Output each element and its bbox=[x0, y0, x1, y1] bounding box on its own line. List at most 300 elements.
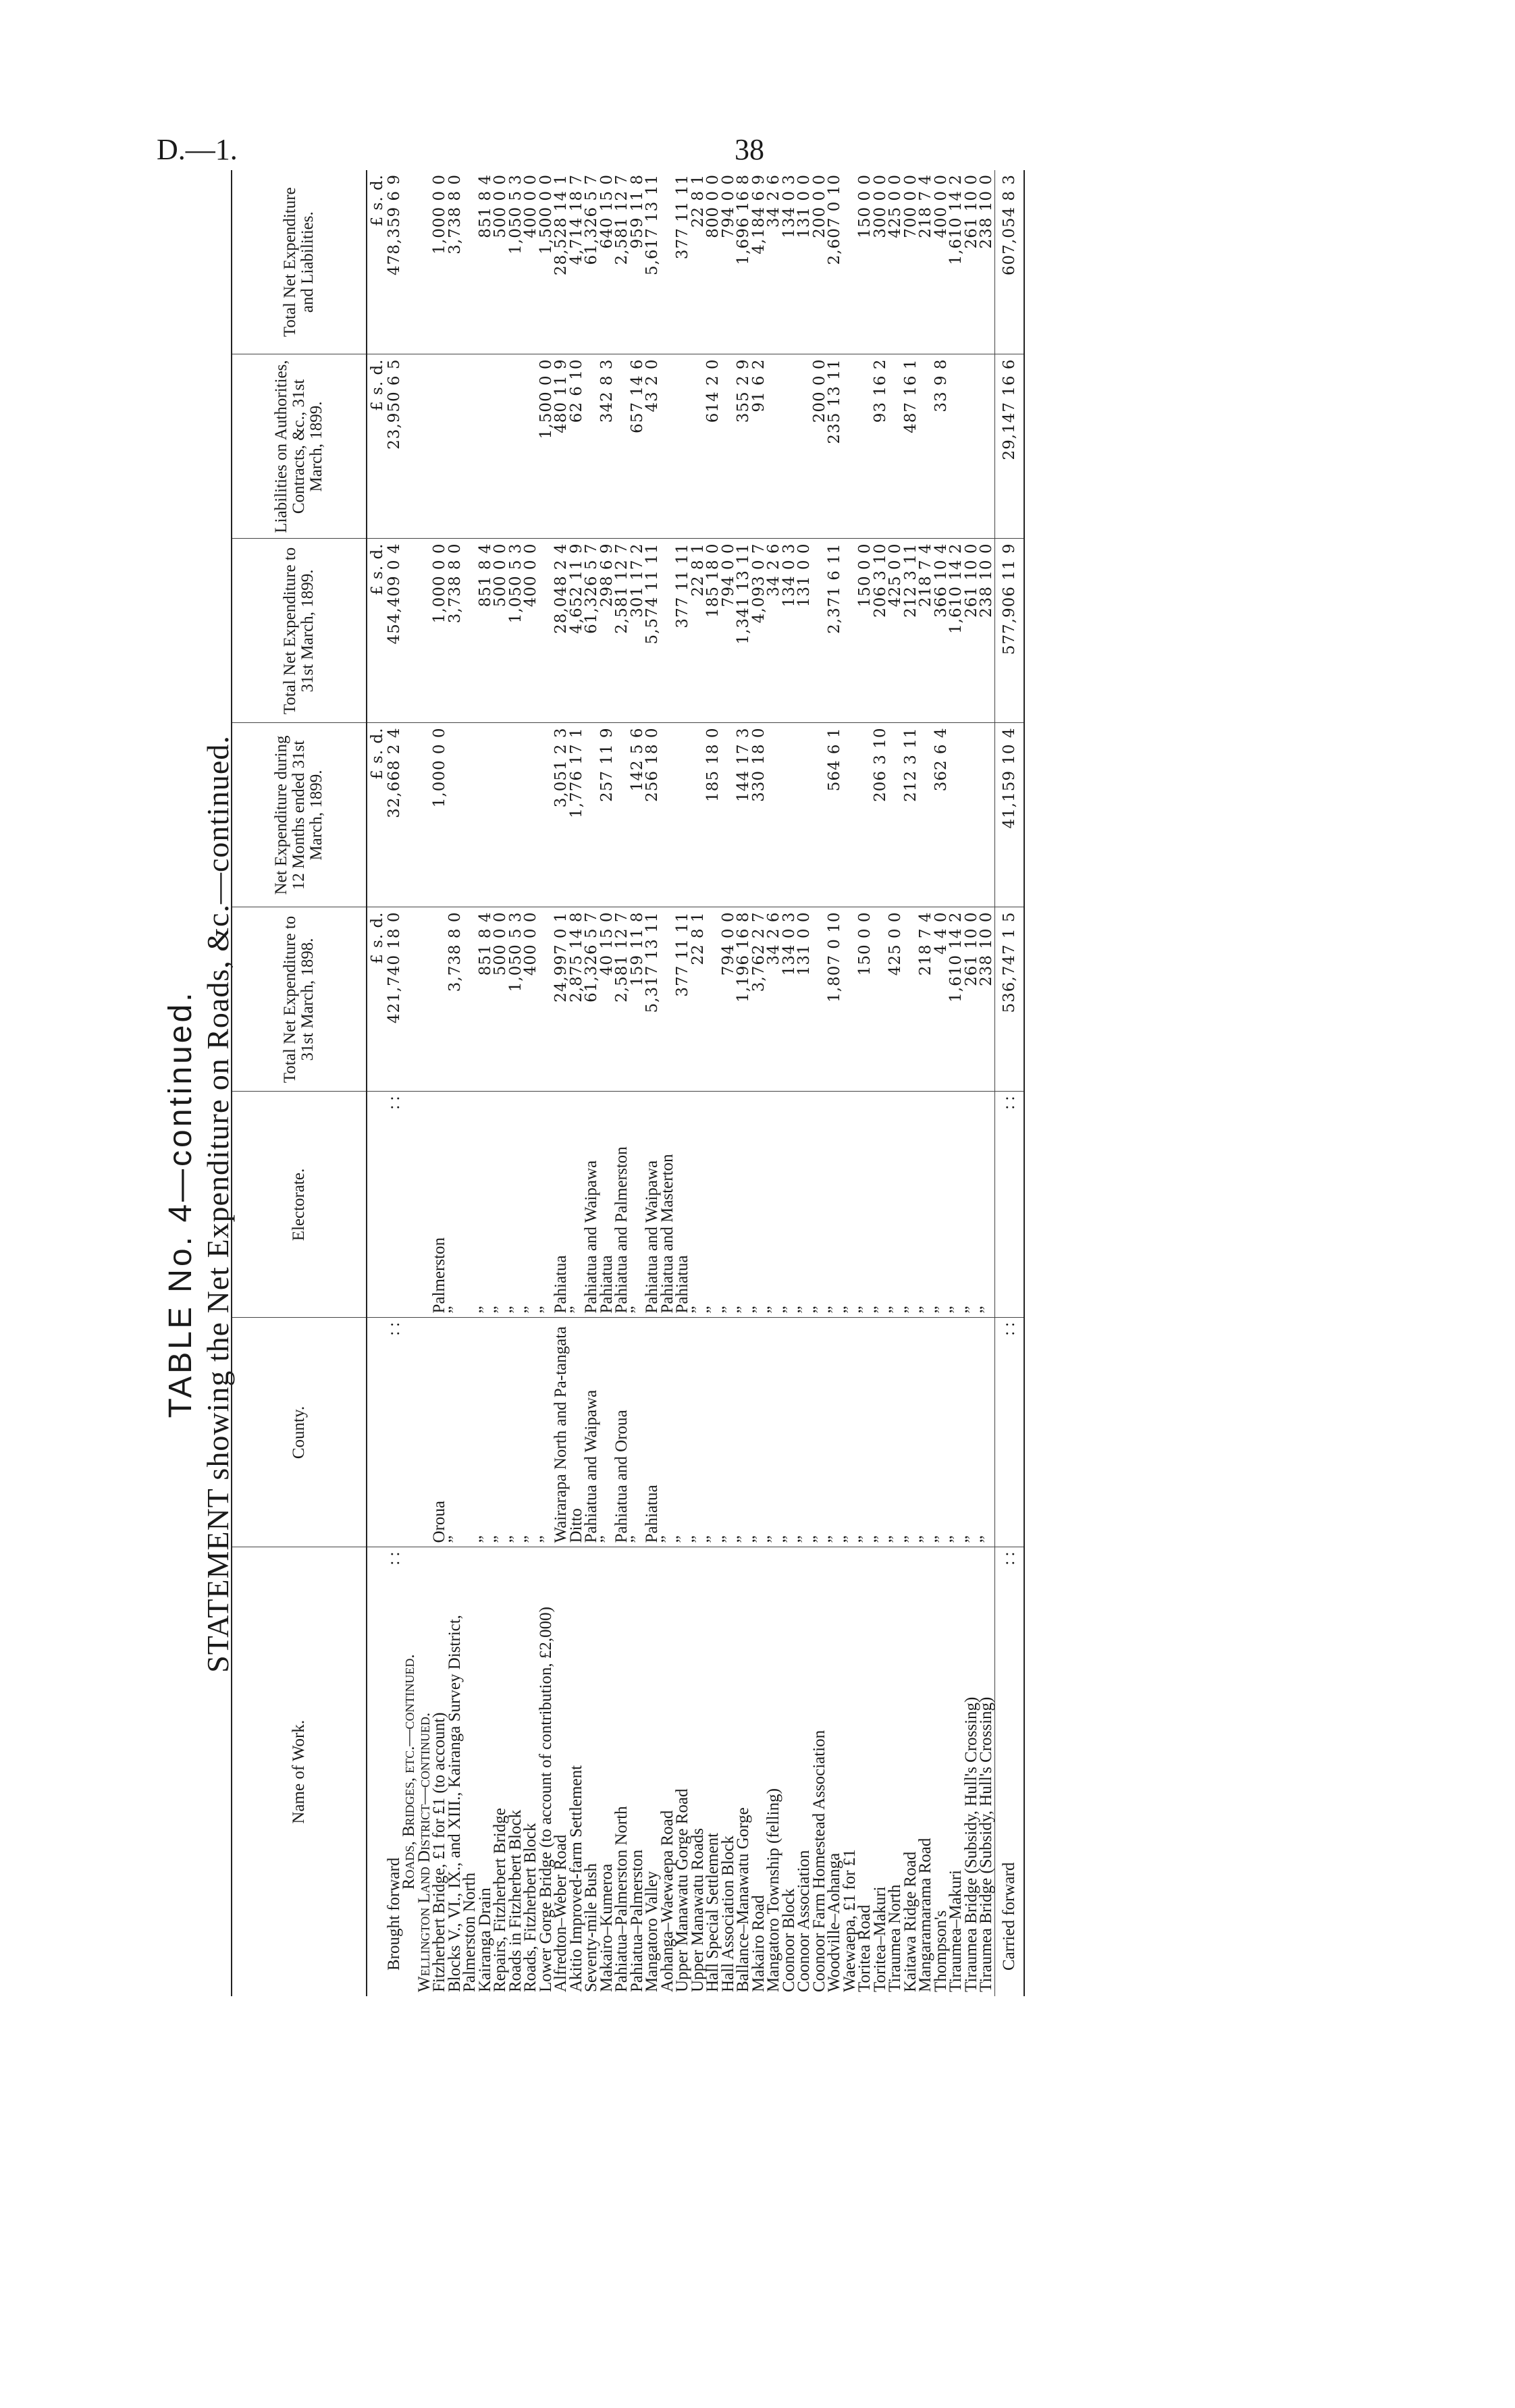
work-name: Roads, Fitzherbert Block bbox=[521, 1823, 539, 1992]
units-label: £ s. d. bbox=[367, 170, 387, 354]
net-1899-value bbox=[964, 723, 980, 907]
net-1899-value bbox=[584, 723, 600, 907]
liabilities-value bbox=[918, 354, 934, 539]
electorate-name: Pahiatua and Waipawa bbox=[645, 1092, 660, 1318]
electorate-name: ” bbox=[539, 1092, 554, 1318]
total-1899-value: 2,581 12 7 bbox=[614, 539, 630, 723]
total-1898-value bbox=[660, 907, 676, 1092]
total-1898-value: 500 0 0 bbox=[493, 907, 508, 1092]
table-row bbox=[600, 170, 615, 1996]
liabilities-value: 614 2 0 bbox=[706, 354, 721, 539]
total-liabilities-value: 400 0 0 bbox=[523, 170, 539, 354]
total-1898-value: 134 0 3 bbox=[782, 907, 797, 1092]
brought-forward-value: 478,359 6 9 bbox=[387, 170, 402, 354]
net-1899-value: 1,000 0 0 bbox=[432, 723, 448, 907]
county-name: ” bbox=[766, 1318, 782, 1547]
county-name: ” bbox=[706, 1318, 721, 1547]
liabilities-value bbox=[797, 354, 812, 539]
leader-dots: : : bbox=[387, 1092, 402, 1318]
total-1899-value: 1,610 14 2 bbox=[949, 539, 964, 723]
net-1899-value bbox=[812, 723, 828, 907]
net-1899-value: 212 3 11 bbox=[903, 723, 919, 907]
total-liabilities-value: 700 0 0 bbox=[903, 170, 919, 354]
total-1898-value: 794 0 0 bbox=[721, 907, 737, 1092]
liabilities-value: 93 16 2 bbox=[873, 354, 888, 539]
total-1898-value: 40 15 0 bbox=[600, 907, 615, 1092]
total-liabilities-value bbox=[660, 170, 676, 354]
total-1898-value: 400 0 0 bbox=[523, 907, 539, 1092]
total-1898-value: 3,738 8 0 bbox=[448, 907, 478, 1092]
net-1899-value: 144 17 3 bbox=[736, 723, 751, 907]
carried-forward-label: Carried forward bbox=[999, 1862, 1018, 1971]
liabilities-value bbox=[493, 354, 508, 539]
liabilities-value bbox=[964, 354, 980, 539]
total-1898-value bbox=[706, 907, 721, 1092]
net-1899-value: 256 18 0 bbox=[645, 723, 660, 907]
work-name: Upper Manawatu Roads bbox=[688, 1828, 707, 1992]
total-1899-value: 34 2 6 bbox=[766, 539, 782, 723]
county-name: ” bbox=[782, 1318, 797, 1547]
electorate-name: ” bbox=[888, 1092, 903, 1318]
total-liabilities-value: 377 11 11 bbox=[675, 170, 691, 354]
total-1899-value: 500 0 0 bbox=[493, 539, 508, 723]
table-row bbox=[539, 170, 554, 1996]
units-label: £ s. d. bbox=[367, 539, 387, 723]
total-liabilities-value: 300 0 0 bbox=[873, 170, 888, 354]
table-row bbox=[888, 170, 903, 1996]
work-name: Coonoor Farm Homestead Association bbox=[809, 1730, 828, 1992]
total-liabilities-value: 131 0 0 bbox=[797, 170, 812, 354]
work-name: Ballance–Manawatu Gorge bbox=[734, 1807, 752, 1992]
county-name: ” bbox=[721, 1318, 737, 1547]
brought-forward-value: 454,409 0 4 bbox=[387, 539, 402, 723]
net-1899-value: 1,776 17 1 bbox=[569, 723, 585, 907]
leader-dots: : : bbox=[994, 1092, 1024, 1318]
net-1899-value bbox=[888, 723, 903, 907]
carried-forward-value: 607,054 8 3 bbox=[994, 170, 1024, 354]
table-row bbox=[691, 170, 706, 1996]
net-1899-value bbox=[539, 723, 554, 907]
total-1899-value: 3,738 8 0 bbox=[448, 539, 478, 723]
total-1899-value bbox=[812, 539, 828, 723]
net-1899-value bbox=[478, 723, 494, 907]
table-subtitle: STATEMENT showing the Net Expenditure on Roads, &c.—continued. bbox=[201, 735, 235, 1673]
total-1898-value: 3,762 2 7 bbox=[751, 907, 767, 1092]
total-1898-value: 34 2 6 bbox=[766, 907, 782, 1092]
liabilities-value bbox=[660, 354, 676, 539]
table-row bbox=[751, 170, 767, 1996]
carried-forward-value: 577,906 11 9 bbox=[994, 539, 1024, 723]
total-1899-value: 185 18 0 bbox=[706, 539, 721, 723]
net-1899-value bbox=[691, 723, 706, 907]
liabilities-value: 657 14 6 bbox=[630, 354, 645, 539]
liabilities-value: 342 8 3 bbox=[600, 354, 615, 539]
carried-forward-row bbox=[994, 170, 1024, 1996]
total-1899-value: 4,652 11 9 bbox=[569, 539, 585, 723]
county-name: ” bbox=[736, 1318, 751, 1547]
liabilities-value bbox=[857, 354, 873, 539]
total-liabilities-value: 4,184 6 9 bbox=[751, 170, 767, 354]
total-1899-value: 206 3 10 bbox=[873, 539, 888, 723]
net-1899-value: 3,051 2 3 bbox=[554, 723, 569, 907]
total-liabilities-value: 500 0 0 bbox=[493, 170, 508, 354]
net-1899-value: 362 6 4 bbox=[934, 723, 949, 907]
total-1898-value: 22 8 1 bbox=[691, 907, 706, 1092]
county-name: ” bbox=[675, 1318, 691, 1547]
liabilities-value: 235 13 11 bbox=[827, 354, 843, 539]
table-row bbox=[508, 170, 524, 1996]
col-total-1898: Total Net Expenditure to 31st March, 1898. bbox=[232, 907, 367, 1092]
units-label: £ s. d. bbox=[367, 723, 387, 907]
electorate-name: ” bbox=[493, 1092, 508, 1318]
table-row bbox=[843, 170, 858, 1996]
table-row bbox=[614, 170, 630, 1996]
total-1898-value bbox=[873, 907, 888, 1092]
county-name: ” bbox=[979, 1318, 994, 1547]
county-name: ” bbox=[949, 1318, 964, 1547]
total-liabilities-value: 150 0 0 bbox=[857, 170, 873, 354]
work-name: Lower Gorge Bridge (to account of contribution, £2,000) bbox=[536, 1607, 555, 1992]
electorate-name: ” bbox=[751, 1092, 767, 1318]
liabilities-value: 480 11 9 bbox=[554, 354, 569, 539]
total-1898-value: 2,581 12 7 bbox=[614, 907, 630, 1092]
total-liabilities-value bbox=[843, 170, 858, 354]
table-row bbox=[827, 170, 843, 1996]
net-1899-value bbox=[979, 723, 994, 907]
total-liabilities-value: 34 2 6 bbox=[766, 170, 782, 354]
work-name: Coonoor Association bbox=[795, 1850, 813, 1992]
total-1898-value: 1,050 5 3 bbox=[508, 907, 524, 1092]
brought-forward-label: Brought forward bbox=[384, 1857, 403, 1971]
electorate-name: ” bbox=[782, 1092, 797, 1318]
county-name: ” bbox=[751, 1318, 767, 1547]
total-liabilities-value: 134 0 3 bbox=[782, 170, 797, 354]
units-label: £ s. d. bbox=[367, 354, 387, 539]
total-liabilities-value: 425 0 0 bbox=[888, 170, 903, 354]
total-1899-value: 150 0 0 bbox=[857, 539, 873, 723]
table-row bbox=[660, 170, 676, 1996]
electorate-name: ” bbox=[797, 1092, 812, 1318]
total-1899-value bbox=[843, 539, 858, 723]
total-1899-value: 377 11 11 bbox=[675, 539, 691, 723]
electorate-name: ” bbox=[857, 1092, 873, 1318]
electorate-name: ” bbox=[706, 1092, 721, 1318]
total-1899-value: 218 7 4 bbox=[918, 539, 934, 723]
county-name: ” bbox=[873, 1318, 888, 1547]
table-row bbox=[569, 170, 585, 1996]
table-row bbox=[812, 170, 828, 1996]
work-name: Waewaepa, £1 for £1 bbox=[840, 1849, 859, 1992]
total-liabilities-value: 1,500 0 0 bbox=[539, 170, 554, 354]
work-name: Hall Association Block bbox=[718, 1836, 737, 1992]
work-name: Mangaramarama Road bbox=[916, 1838, 934, 1992]
total-1898-value: 1,196 16 8 bbox=[736, 907, 751, 1092]
liabilities-value bbox=[584, 354, 600, 539]
county-name: ” bbox=[600, 1318, 615, 1547]
total-1898-value: 2,875 14 8 bbox=[569, 907, 585, 1092]
work-name: Mangatoro Township (felling) bbox=[764, 1788, 782, 1992]
total-1898-value bbox=[812, 907, 828, 1092]
liabilities-value bbox=[979, 354, 994, 539]
electorate-name: ” bbox=[569, 1092, 585, 1318]
liabilities-value bbox=[782, 354, 797, 539]
liabilities-value bbox=[949, 354, 964, 539]
total-1898-value: 150 0 0 bbox=[857, 907, 873, 1092]
total-1899-value: 301 17 2 bbox=[630, 539, 645, 723]
work-name: Coonoor Block bbox=[779, 1888, 798, 1992]
net-1899-value bbox=[766, 723, 782, 907]
carried-forward-value: 29,147 16 6 bbox=[994, 354, 1024, 539]
table-row bbox=[903, 170, 919, 1996]
net-1899-value: 185 18 0 bbox=[706, 723, 721, 907]
total-1898-value bbox=[843, 907, 858, 1092]
county-name: ” bbox=[478, 1318, 494, 1547]
net-1899-value bbox=[523, 723, 539, 907]
liabilities-value: 62 6 10 bbox=[569, 354, 585, 539]
total-liabilities-value: 200 0 0 bbox=[812, 170, 828, 354]
total-liabilities-value: 4,714 18 7 bbox=[569, 170, 585, 354]
liabilities-value bbox=[448, 354, 478, 539]
col-electorate: Electorate. bbox=[232, 1092, 367, 1318]
county-name: ” bbox=[857, 1318, 873, 1547]
table-row bbox=[630, 170, 645, 1996]
electorate-name: ” bbox=[478, 1092, 494, 1318]
total-1899-value: 400 0 0 bbox=[523, 539, 539, 723]
county-name: ” bbox=[691, 1318, 706, 1547]
work-name: Upper Manawatu Gorge Road bbox=[673, 1788, 691, 1992]
total-liabilities-value: 238 10 0 bbox=[979, 170, 994, 354]
col-net-1899: Net Expenditure during 12 Months ended 31st March, 1899. bbox=[232, 723, 367, 907]
total-1898-value: 261 10 0 bbox=[964, 907, 980, 1092]
total-1898-value: 24,997 0 1 bbox=[554, 907, 569, 1092]
header-row bbox=[232, 170, 367, 1996]
table-row bbox=[478, 170, 494, 1996]
work-name: Aohanga–Waewaepa Road bbox=[658, 1810, 676, 1992]
total-1899-value: 212 3 11 bbox=[903, 539, 919, 723]
col-county: County. bbox=[232, 1318, 367, 1547]
county-name: ” bbox=[964, 1318, 980, 1547]
brought-forward-value: 421,740 18 0 bbox=[387, 907, 402, 1092]
county-name: ” bbox=[812, 1318, 828, 1547]
brought-forward-value: 23,950 6 5 bbox=[387, 354, 402, 539]
total-1899-value: 794 0 0 bbox=[721, 539, 737, 723]
county-name: ” bbox=[934, 1318, 949, 1547]
total-liabilities-value: 218 7 4 bbox=[918, 170, 934, 354]
county-name: ” bbox=[493, 1318, 508, 1547]
net-1899-value bbox=[782, 723, 797, 907]
total-1898-value: 5,317 13 11 bbox=[645, 907, 660, 1092]
total-liabilities-value: 1,610 14 2 bbox=[949, 170, 964, 354]
electorate-name: ” bbox=[691, 1092, 706, 1318]
leader-dots: : : bbox=[384, 1551, 403, 1566]
county-name: ” bbox=[827, 1318, 843, 1547]
net-1899-value bbox=[721, 723, 737, 907]
county-name: ” bbox=[843, 1318, 858, 1547]
carried-forward-value: 536,747 1 5 bbox=[994, 907, 1024, 1092]
net-1899-value bbox=[448, 723, 478, 907]
county-name: ” bbox=[630, 1318, 645, 1547]
total-1899-value: 22 8 1 bbox=[691, 539, 706, 723]
net-1899-value bbox=[797, 723, 812, 907]
page-number: 38 bbox=[735, 133, 764, 166]
total-liabilities-value: 640 15 0 bbox=[600, 170, 615, 354]
electorate-name: ” bbox=[523, 1092, 539, 1318]
electorate-name: ” bbox=[827, 1092, 843, 1318]
subsection-heading: Wellington Land District—continued. bbox=[415, 1712, 433, 1992]
table-row bbox=[584, 170, 600, 1996]
county-name: ” bbox=[660, 1318, 676, 1547]
page-code: D.—1. bbox=[157, 133, 238, 166]
work-name: Thompson's bbox=[931, 1910, 950, 1992]
total-1898-value: 851 8 4 bbox=[478, 907, 494, 1092]
total-liabilities-value: 261 10 0 bbox=[964, 170, 980, 354]
table-row bbox=[766, 170, 782, 1996]
electorate-name: ” bbox=[979, 1092, 994, 1318]
total-liabilities-value: 851 8 4 bbox=[478, 170, 494, 354]
table-row bbox=[736, 170, 751, 1996]
total-1898-value: 218 7 4 bbox=[918, 907, 934, 1092]
work-name: Seventy-mile Bush bbox=[582, 1863, 600, 1992]
county-name: ” bbox=[508, 1318, 524, 1547]
liabilities-value: 200 0 0 bbox=[812, 354, 828, 539]
county-name: ” bbox=[448, 1318, 478, 1547]
leader-dots: : : bbox=[994, 1318, 1024, 1547]
net-1899-value: 206 3 10 bbox=[873, 723, 888, 907]
electorate-name: Pahiatua bbox=[675, 1092, 691, 1318]
county-name: ” bbox=[888, 1318, 903, 1547]
liabilities-value bbox=[721, 354, 737, 539]
net-1899-value bbox=[493, 723, 508, 907]
county-name: ” bbox=[918, 1318, 934, 1547]
liabilities-value: 43 2 0 bbox=[645, 354, 660, 539]
total-liabilities-value: 61,326 5 7 bbox=[584, 170, 600, 354]
county-name: Pahiatua bbox=[645, 1318, 660, 1547]
county-name: ” bbox=[539, 1318, 554, 1547]
total-liabilities-value: 800 0 0 bbox=[706, 170, 721, 354]
electorate-name: ” bbox=[721, 1092, 737, 1318]
total-1899-value: 425 0 0 bbox=[888, 539, 903, 723]
total-1898-value: 425 0 0 bbox=[888, 907, 903, 1092]
work-name: Kairanga Drain bbox=[475, 1888, 494, 1992]
leader-dots: : : bbox=[999, 1551, 1018, 1566]
total-1899-value: 366 10 4 bbox=[934, 539, 949, 723]
electorate-name: ” bbox=[508, 1092, 524, 1318]
total-1898-value bbox=[539, 907, 554, 1092]
net-1899-value bbox=[843, 723, 858, 907]
work-name: Pahiatua–Palmerston bbox=[627, 1849, 646, 1992]
work-name: Toritea Road bbox=[855, 1904, 874, 1992]
total-1899-value: 238 10 0 bbox=[979, 539, 994, 723]
col-name-of-work: Name of Work. bbox=[232, 1547, 367, 1996]
total-liabilities-value: 28,528 14 1 bbox=[554, 170, 569, 354]
liabilities-value bbox=[675, 354, 691, 539]
electorate-name: Pahiatua bbox=[600, 1092, 615, 1318]
total-liabilities-value: 959 11 8 bbox=[630, 170, 645, 354]
carried-forward-value: 41,159 10 4 bbox=[994, 723, 1024, 907]
county-name: ” bbox=[797, 1318, 812, 1547]
work-name: Blocks V., VI., IX., and XIII., Kairanga Survey District, Palmerston North bbox=[445, 1615, 479, 1992]
liabilities-value bbox=[508, 354, 524, 539]
work-name: Fitzherbert Bridge, £1 for £1 (to account) bbox=[430, 1712, 448, 1992]
electorate-name: ” bbox=[736, 1092, 751, 1318]
total-1899-value: 61,326 5 7 bbox=[584, 539, 600, 723]
units-row bbox=[367, 170, 387, 1996]
electorate-name: ” bbox=[766, 1092, 782, 1318]
electorate-name: Palmerston bbox=[432, 1092, 448, 1318]
total-1898-value: 377 11 11 bbox=[675, 907, 691, 1092]
net-1899-value bbox=[614, 723, 630, 907]
total-1899-value bbox=[660, 539, 676, 723]
total-1898-value: 131 0 0 bbox=[797, 907, 812, 1092]
electorate-name: ” bbox=[934, 1092, 949, 1318]
net-1899-value: 257 11 9 bbox=[600, 723, 615, 907]
total-liabilities-value: 2,581 12 7 bbox=[614, 170, 630, 354]
table-row bbox=[782, 170, 797, 1996]
table-row bbox=[934, 170, 949, 1996]
brought-forward-value: 32,668 2 4 bbox=[387, 723, 402, 907]
electorate-name: Pahiatua and Masterton bbox=[660, 1092, 676, 1318]
table-row bbox=[675, 170, 691, 1996]
table-title: TABLE No. 4—continued. bbox=[163, 990, 198, 1418]
section-heading: Roads, Bridges, etc.—continued. bbox=[400, 1654, 418, 1890]
total-liabilities-value: 1,050 5 3 bbox=[508, 170, 524, 354]
net-1899-value bbox=[949, 723, 964, 907]
electorate-name: ” bbox=[918, 1092, 934, 1318]
table-row bbox=[448, 170, 478, 1996]
expenditure-table bbox=[231, 170, 1025, 1996]
total-1898-value: 4 4 0 bbox=[934, 907, 949, 1092]
liabilities-value: 355 2 9 bbox=[736, 354, 751, 539]
electorate-name: ” bbox=[843, 1092, 858, 1318]
work-name: Mangatoro Valley bbox=[643, 1871, 661, 1992]
county-name: Wairarapa North and Pa-tangata bbox=[554, 1318, 569, 1547]
work-name: Tiraumea North bbox=[886, 1884, 904, 1992]
net-1899-value bbox=[918, 723, 934, 907]
work-name: Repairs, Fitzherbert Bridge bbox=[491, 1808, 509, 1992]
work-name: Alfredton–Weber Road bbox=[552, 1834, 570, 1992]
liabilities-value: 1,500 0 0 bbox=[539, 354, 554, 539]
liabilities-value bbox=[888, 354, 903, 539]
liabilities-value: 33 9 8 bbox=[934, 354, 949, 539]
electorate-name: Pahiatua and Waipawa bbox=[584, 1092, 600, 1318]
table-row bbox=[979, 170, 994, 1996]
liabilities-value bbox=[614, 354, 630, 539]
county-name: Oroua bbox=[432, 1318, 448, 1547]
table-row bbox=[873, 170, 888, 1996]
total-liabilities-value: 22 8 1 bbox=[691, 170, 706, 354]
total-1899-value: 4,093 0 7 bbox=[751, 539, 767, 723]
total-1898-value: 1,610 14 2 bbox=[949, 907, 964, 1092]
total-1899-value: 1,050 5 3 bbox=[508, 539, 524, 723]
electorate-name: ” bbox=[903, 1092, 919, 1318]
table-row bbox=[645, 170, 660, 1996]
work-name: Woodville–Aohanga bbox=[825, 1852, 843, 1992]
net-1899-value bbox=[508, 723, 524, 907]
work-name: Toritea–Makuri bbox=[870, 1886, 889, 1992]
work-name: Makairo Road bbox=[749, 1895, 768, 1992]
work-name: Roads in Fitzherbert Block bbox=[506, 1809, 525, 1992]
electorate-name: ” bbox=[812, 1092, 828, 1318]
table-row bbox=[554, 170, 569, 1996]
county-name: Ditto bbox=[569, 1318, 585, 1547]
electorate-name: ” bbox=[448, 1092, 478, 1318]
liabilities-value bbox=[843, 354, 858, 539]
total-1899-value: 1,000 0 0 bbox=[432, 539, 448, 723]
table-row bbox=[493, 170, 508, 1996]
county-name: Pahiatua and Oroua bbox=[614, 1318, 630, 1547]
county-name: ” bbox=[523, 1318, 539, 1547]
liabilities-value bbox=[478, 354, 494, 539]
